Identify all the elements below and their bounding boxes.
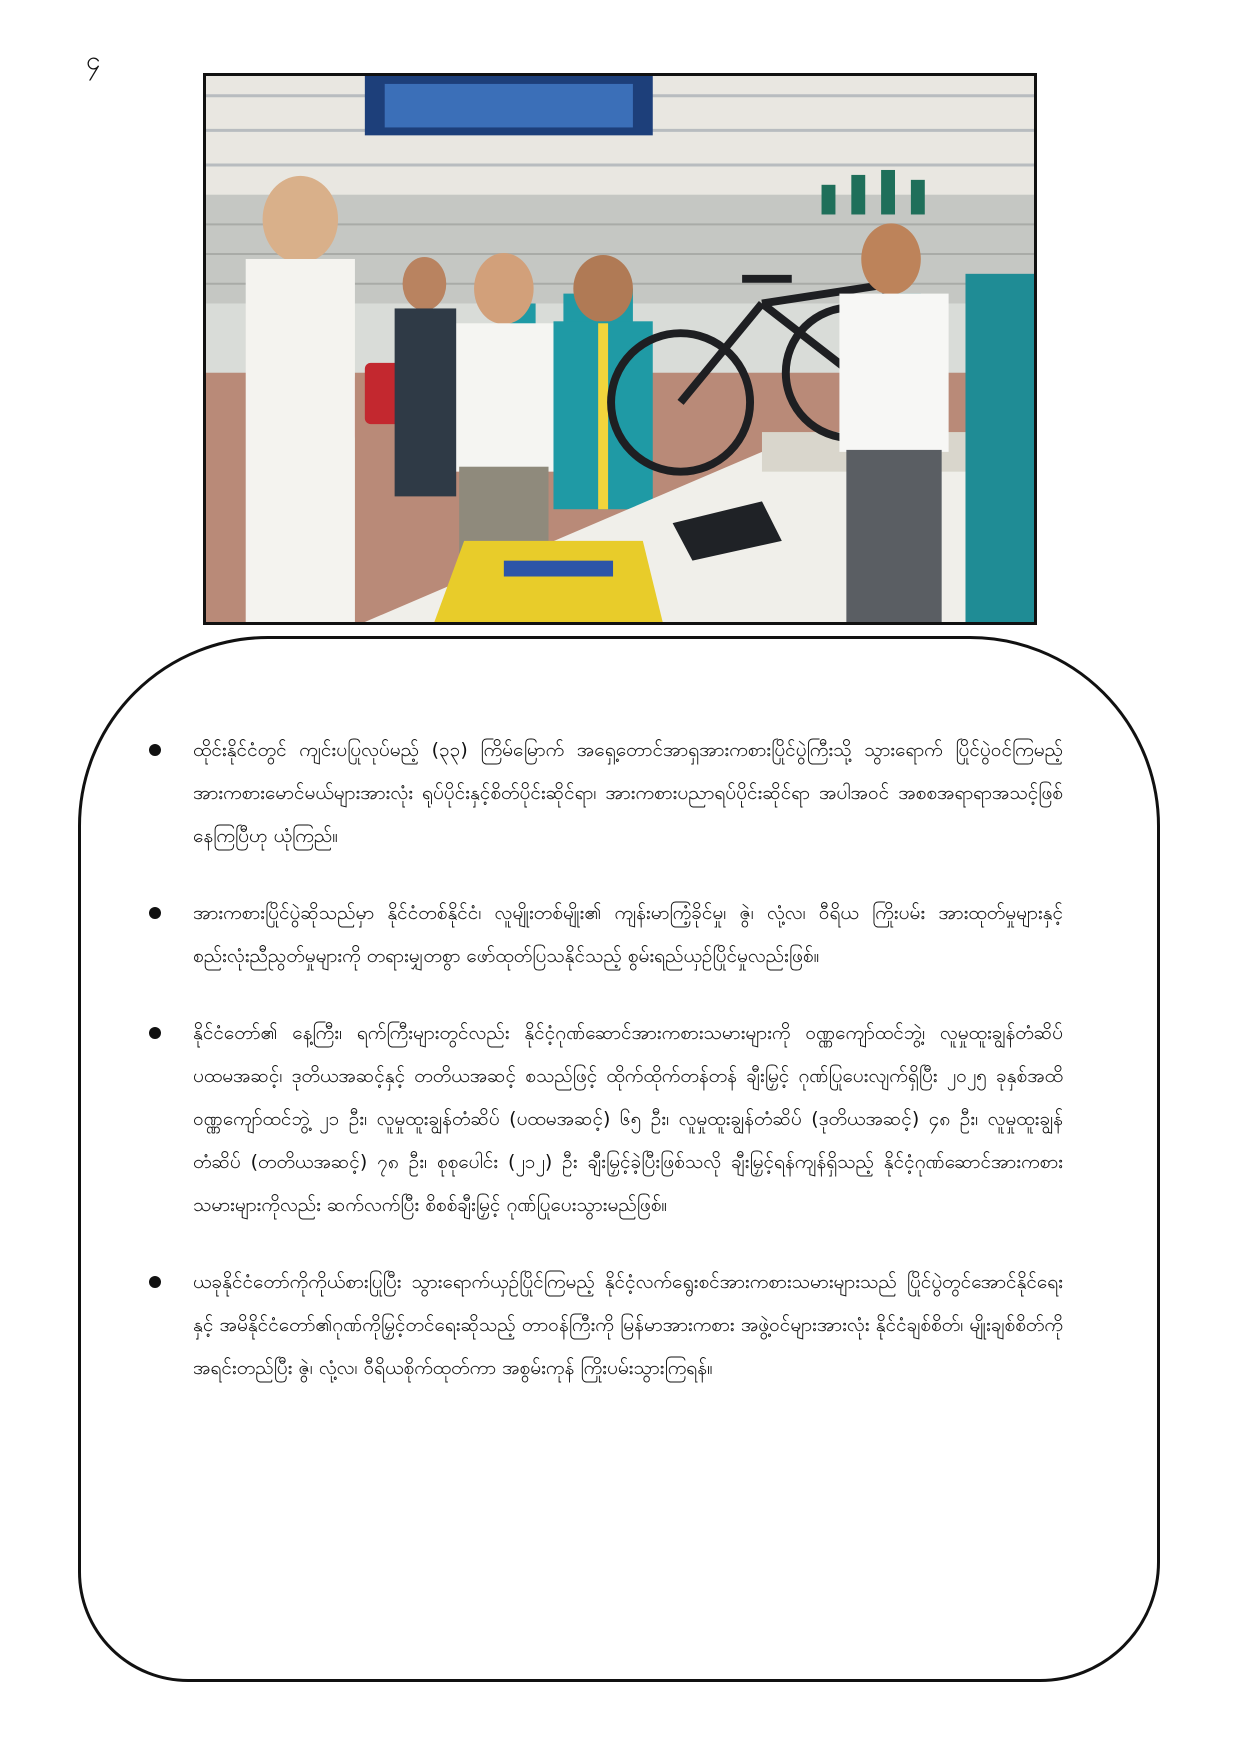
bullet-icon — [149, 744, 161, 756]
highlights-panel — [78, 636, 1160, 1682]
bullet-icon — [149, 1276, 161, 1288]
event-photo — [203, 73, 1037, 625]
list-item-text: နိုင်ငံတော်၏ နေ့ကြီး၊ ရက်ကြီးများတွင်လည်း နိုင်ငံ့ဂုဏ်ဆောင်အားကစားသမားများကို ဝဏ္ဏကျော်ထင်ဘွဲ့၊ လူမှုထူးချွန်တံဆိပ် ပထမအဆင့်၊ ဒုတိယအဆင့်နှင့် တတိယအဆင့် စသည်ဖြင့် ထိုက်ထိုက်တန်တန် ချီးမြှင့် ဂုဏ်ပြုပေးလျက်ရှိပြီး ၂၀၂၅ ခုနှစ်အထိ ဝဏ္ဏကျော်ထင်ဘွဲ့ ၂၁ ဦး၊ လူမှုထူးချွန်တံဆိပ် (ပထမအဆင့်) ၆၅ ဦး၊ လူမှုထူးချွန်တံဆိပ် (ဒုတိယအဆင့်) ၄၈ ဦး၊ လူမှုထူးချွန် တံဆိပ် (တတိယအဆင့်) ၇၈ ဦး၊ စုစုပေါင်း (၂၁၂) ဦး ချီးမြှင့်ခဲ့ပြီးဖြစ်သလို ချီးမြှင့်ရန်ကျန်ရှိသည့် နိုင်ငံ့ဂုဏ်ဆောင်အားကစားသမားများကိုလည်း ဆက်လက်ပြီး စိစစ်ချီးမြှင့် ဂုဏ်ပြုပေးသွားမည်ဖြစ်။ — [193, 1022, 1063, 1216]
list-item-text: အားကစားပြိုင်ပွဲဆိုသည်မှာ နိုင်ငံတစ်နိုင်ငံ၊ လူမျိုးတစ်မျိုး၏ ကျန်းမာကြံ့ခိုင်မှု၊ ဇွဲ၊ လုံ့လ၊ ဝီရိယ ကြိုးပမ်း အားထုတ်မှုများနှင့် စည်းလုံးညီညွတ်မှုများကို တရားမျှတစွာ ဖော်ထုတ်ပြသနိုင်သည့် စွမ်းရည်ယှဉ်ပြိုင်မှုလည်းဖြစ်။ — [193, 902, 1063, 967]
list-item — [163, 1261, 1063, 1390]
page-number: ၄ — [86, 46, 101, 76]
highlights-list — [163, 729, 1063, 1424]
list-item-text: ထိုင်းနိုင်ငံတွင် ကျင်းပပြုလုပ်မည့် (၃၃) ကြိမ်မြောက် အရှေ့တောင်အာရှအားကစားပြိုင်ပွဲကြီးသို့ သွားရောက် ပြိုင်ပွဲဝင်ကြမည့် အားကစားမောင်မယ်များအားလုံး ရုပ်ပိုင်းနှင့်စိတ်ပိုင်းဆိုင်ရာ၊ အားကစားပညာရပ်ပိုင်းဆိုင်ရာ အပါအဝင် အစစအရာရာအသင့်ဖြစ်နေကြပြီဟု ယုံကြည်။ — [193, 739, 1063, 847]
photo-illustration — [206, 76, 1034, 622]
list-item — [163, 892, 1063, 978]
list-item — [163, 729, 1063, 858]
list-item — [163, 1012, 1063, 1227]
bullet-icon — [149, 1027, 161, 1039]
list-item-text: ယခုနိုင်ငံတော်ကိုကိုယ်စားပြုပြီး သွားရောက်ယှဉ်ပြိုင်ကြမည့် နိုင်ငံ့လက်ရွေးစင်အားကစားသမားများသည် ပြိုင်ပွဲတွင်အောင်နိုင်ရေးနှင့် အမိနိုင်ငံတော်၏ဂုဏ်ကိုမြှင့်တင်ရေးဆိုသည့် တာဝန်ကြီးကို မြန်မာအားကစား အဖွဲ့ဝင်များအားလုံး နိုင်ငံချစ်စိတ်၊ မျိုးချစ်စိတ်ကို အရင်းတည်ပြီး ဇွဲ၊ လုံ့လ၊ ဝီရိယစိုက်ထုတ်ကာ အစွမ်းကုန် ကြိုးပမ်းသွားကြရန်။ — [193, 1271, 1063, 1379]
bullet-icon — [149, 907, 161, 919]
